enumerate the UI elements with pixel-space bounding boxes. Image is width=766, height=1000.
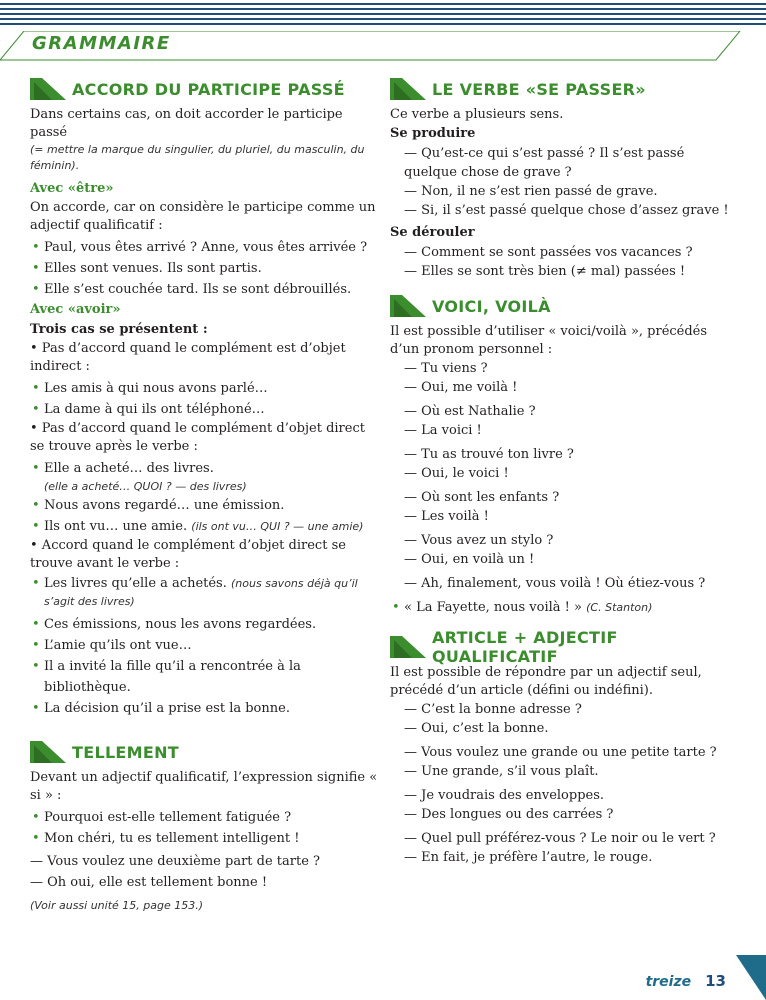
section-title: VOICI, VOILÀ [432,296,551,316]
dialogue-line: — Vous avez un stylo ? [404,533,554,548]
subhead-avoir: Avec «avoir» [30,302,121,317]
subhead-produire: Se produire [390,126,476,141]
intro-text: Il est possible de répondre par un adjectif seul, précédé d’un article (défini ou indéfini). [390,665,702,698]
section-article-adjectif [390,628,740,867]
case-1: • Pas d’accord quand le complément est d’objet indirect : [30,341,346,374]
banner-title: GRAMMAIRE [32,33,171,54]
page-footer [646,972,726,990]
dialogue-line: — En fait, je préfère l’autre, le rouge. [404,850,653,865]
section-se-passer [390,76,740,281]
etre-text: On accorde, car on considère le participe comme un adjectif qualificatif : [30,200,376,233]
dialogue-line: — Quel pull préférez-vous ? Le noir ou le vert ? [404,831,716,846]
dialogue-line: — Oui, en voilà un ! [404,552,535,567]
dialogue-line: — Comment se sont passées vos vacances ? [404,245,693,260]
quote-source: (C. Stanton) [586,601,653,614]
dialogue-line: — Vous voulez une grande ou une petite tarte ? [404,745,717,760]
dialogue-line: — Non, il ne s’est rien passé de grave. [404,184,658,199]
dialogue-line: — Tu as trouvé ton livre ? [404,447,574,462]
dialogue-line: — Oh oui, elle est tellement bonne ! [30,875,268,890]
section-parallelogram-icon [390,78,426,100]
example-item: • L’amie qu’ils ont vue… [30,635,380,656]
page-number: 13 [705,972,726,990]
dialogue-line: — Qu’est-ce qui s’est passé ? Il s’est passé quelque chose de grave ? [404,146,685,180]
example-text: Les livres qu’elle a achetés. [44,576,227,591]
example-text: Ils ont vu… une amie. [44,519,188,534]
example-item: • Elle a acheté… des livres. [30,458,380,479]
example-item: • Ces émissions, nous les avons regardées. [30,614,380,635]
example-item: • Mon chéri, tu es tellement intelligent ! [30,828,380,849]
dialogue-line: — Les voilà ! [404,509,489,524]
intro-text: Ce verbe a plusieurs sens. [390,107,564,122]
example-item: • Nous avons regardé… une émission. [30,495,380,516]
left-column [30,76,380,922]
section-parallelogram-icon [390,295,426,317]
section-title: ARTICLE + ADJECTIF QUALIFICATIF [432,628,618,666]
section-title: ACCORD DU PARTICIPE PASSÉ [72,79,345,99]
example-item: • Elle s’est couchée tard. Ils se sont débrouillés. [30,279,380,300]
example-item: • Paul, vous êtes arrivé ? Anne, vous êtes arrivée ? [30,237,380,258]
example-item [30,516,380,537]
dialogue-line: — Oui, c’est la bonne. [404,721,549,736]
section-header [390,76,740,102]
example-item [30,575,380,611]
subhead-etre: Avec «être» [30,181,114,196]
dialogue-line: — Je voudrais des enveloppes. [404,788,605,803]
see-also-note: (Voir aussi unité 15, page 153.) [30,899,204,912]
example-item: • La décision qu’il a prise est la bonne. [30,698,380,719]
dialogue-line: — Où est Nathalie ? [404,404,536,419]
dialogue-line: — La voici ! [404,423,482,438]
page-word: treize [645,974,692,990]
section-tellement [30,739,380,914]
example-item: • Elles sont venues. Ils sont partis. [30,258,380,279]
example-note: (ils ont vu… QUI ? — une amie) [191,520,364,533]
right-column [390,76,740,875]
example-note: (nous savons déjà qu’il s’agit des livres) [44,577,358,608]
example-item: • Les amis à qui nous avons parlé… [30,378,380,399]
dialogue-line: — C’est la bonne adresse ? [404,702,582,717]
example-item: • La dame à qui ils ont téléphoné… [30,399,380,420]
section-header [390,293,740,319]
dialogue-line: — Tu viens ? [404,361,488,376]
intro-note: (= mettre la marque du singulier, du pluriel, du masculin, du féminin). [30,143,365,172]
section-header [30,76,380,102]
section-header [390,628,740,666]
example-note: (elle a acheté… QUOI ? — des livres) [44,480,247,493]
dialogue-line: — Vous voulez une deuxième part de tarte ? [30,854,320,869]
case-3: • Accord quand le complément d’objet direct se trouve avant le verbe : [30,538,346,571]
dialogue-line: — Où sont les enfants ? [404,490,560,505]
dialogue-line: — Si, il s’est passé quelque chose d’assez grave ! [404,203,729,218]
section-voici-voila [390,293,740,618]
dialogue-line: — Des longues ou des carrées ? [404,807,614,822]
intro-text: Il est possible d’utiliser « voici/voilà », précédés d’un pronom personnel : [390,324,708,357]
section-title: TELLEMENT [72,742,180,762]
quote-item [390,597,740,618]
corner-tab-icon [736,955,766,1000]
case-2: • Pas d’accord quand le complément d’objet direct se trouve après le verbe : [30,421,365,454]
section-parallelogram-icon [390,636,426,658]
dialogue-line: — Oui, le voici ! [404,466,509,481]
trois-cas: Trois cas se présentent : [30,322,208,337]
dialogue-line: — Elles se sont très bien (≠ mal) passées ! [404,264,686,279]
intro-text: Dans certains cas, on doit accorder le participe passé [30,107,343,140]
example-item: • Pourquoi est-elle tellement fatiguée ? [30,807,380,828]
section-parallelogram-icon [30,78,66,100]
section-header [30,739,380,765]
section-parallelogram-icon [30,741,66,763]
dialogue-line: — Ah, finalement, vous voilà ! Où étiez-vous ? [404,576,706,591]
quote-text: « La Fayette, nous voilà ! » [404,600,582,615]
dialogue-line: — Oui, me voilà ! [404,380,518,395]
subhead-derouler: Se dérouler [390,225,475,240]
example-item: • Il a invité la fille qu’il a rencontrée à la bibliothèque. [30,656,380,698]
dialogue-line: — Une grande, s’il vous plaît. [404,764,599,779]
header-stripes [0,0,766,26]
section-accord [30,76,380,719]
section-title: LE VERBE «SE PASSER» [432,79,646,99]
intro-text: Devant un adjectif qualificatif, l’expression signifie « si » : [30,770,378,803]
